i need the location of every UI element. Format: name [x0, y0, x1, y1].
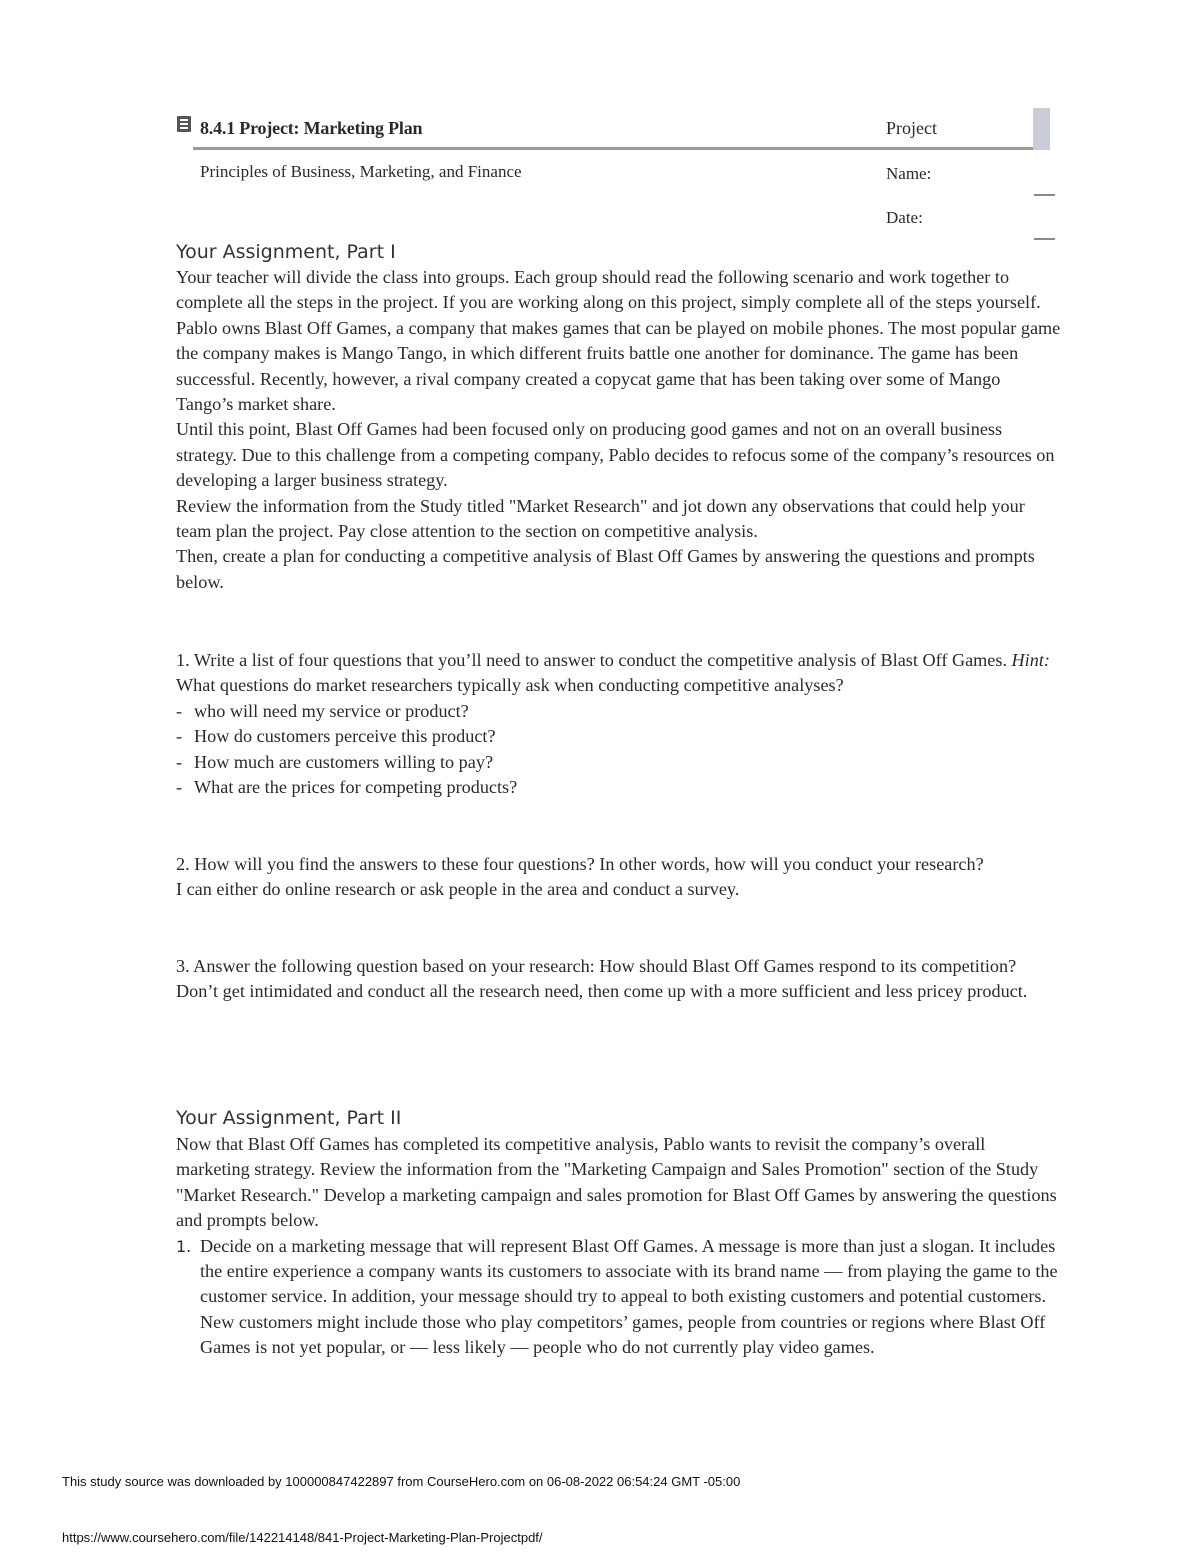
review-paragraph: Review the information from the Study titled "Market Research" and jot down any observations that could help your team plan the project. Pay close attention to the section on competitive analysis.	[176, 495, 1025, 542]
plan-paragraph: Then, create a plan for conducting a competitive analysis of Blast Off Games by answering the questions and prompts below.	[176, 546, 1035, 592]
question-2	[176, 852, 1061, 903]
course-name: Principles of Business, Marketing, and Finance	[200, 162, 522, 181]
answer-item: - who will need my service or product?	[176, 699, 1061, 724]
part1-intro	[176, 265, 1061, 595]
date-label: Date:	[886, 208, 923, 227]
intro-paragraph: Your teacher will divide the class into groups. Each group should read the following scenario and work together to complete all the steps in the project. If you are working along on this project, simply complete all of the steps yourself.	[176, 267, 1041, 313]
name-label: Name:	[886, 164, 932, 183]
scenario-paragraph: Pablo owns Blast Off Games, a company that makes games that can be played on mobile phones. The most popular game the company makes is Mango Tango, in which different fruits battle one another for dominance. The game has been successful. Recently, however, a rival company created a copycat game that has been taking over some of Mango Tango’s market share.	[176, 317, 1061, 415]
source-url: https://www.coursehero.com/file/142214148/841-Project-Marketing-Plan-Projectpdf/	[62, 1530, 543, 1545]
answer-text: What are the prices for competing products?	[194, 777, 518, 798]
question-3-text: 3. Answer the following question based on your research: How should Blast Off Games respond to its competition?	[176, 956, 1017, 976]
answer-text: How do customers perceive this product?	[194, 726, 496, 747]
question-1-prefix: 1. Write a list of four questions that you’ll need to answer to conduct the competitive analysis of Blast Off Games.	[176, 650, 1012, 670]
question-1-text	[176, 648, 1061, 699]
part2-heading: Your Assignment, Part II	[176, 1107, 402, 1129]
date-blank-line	[1034, 238, 1055, 240]
answer-item: - What are the prices for competing products?	[176, 775, 1061, 800]
name-blank-line	[1034, 194, 1055, 196]
part1-heading: Your Assignment, Part I	[176, 241, 396, 263]
document-type-label: Project	[886, 118, 937, 138]
question-3	[176, 954, 1061, 1005]
source-note: This study source was downloaded by 100000847422897 from CourseHero.com on 06-08-2022 06:54:24 GMT -05:00	[62, 1474, 741, 1489]
header-divider	[193, 147, 1033, 150]
item-text: Decide on a marketing message that will represent Blast Off Games. A message is more than just a slogan. It includes the entire experience a company wants its customers to associate with its brand name — from playing the game to the customer service. In addition, your message should try to appeal to both existing customers and potential customers. New customers might include those who play competitors’ games, people from countries or regions where Blast Off Games is not yet popular, or — less likely — people who do not currently play video games.	[200, 1235, 1058, 1358]
part2-item-1	[176, 1234, 1061, 1361]
part2-intro: Now that Blast Off Games has completed its competitive analysis, Pablo wants to revisit the company’s overall marketing strategy. Review the information from the "Marketing Campaign and Sales Promotion" section of the Study "Market Research." Develop a marketing campaign and sales promotion for Blast Off Games by answering the questions and prompts below.	[176, 1134, 1057, 1231]
answer-text: How much are customers willing to pay?	[194, 751, 494, 772]
item-number: 1.	[176, 1236, 192, 1256]
question-1	[176, 648, 1061, 800]
question-2-text: 2. How will you find the answers to these four questions? In other words, how will you conduct your research?	[176, 854, 984, 874]
answer-item: - How do customers perceive this product?	[176, 724, 1061, 749]
strategy-paragraph: Until this point, Blast Off Games had been focused only on producing good games and not on an overall business strategy. Due to this challenge from a competing company, Pablo decides to refocus some of the company’s resources on developing a larger business strategy.	[176, 419, 1055, 491]
header-accent-bar	[1033, 108, 1050, 150]
hint-label: Hint:	[1011, 650, 1050, 670]
document-icon	[177, 116, 191, 132]
answer-item: - How much are customers willing to pay?	[176, 750, 1061, 775]
answer-text: who will need my service or product?	[194, 700, 469, 721]
question-1-suffix: What questions do market researchers typically ask when conducting competitive analyses?	[176, 675, 844, 696]
document-title: 8.4.1 Project: Marketing Plan	[200, 118, 423, 138]
question-2-answer: I can either do online research or ask people in the area and conduct a survey.	[176, 879, 740, 900]
part2-content	[176, 1132, 1061, 1361]
question-3-answer: Don’t get intimidated and conduct all the research need, then come up with a more sufficient and less pricey product.	[176, 981, 1028, 1002]
